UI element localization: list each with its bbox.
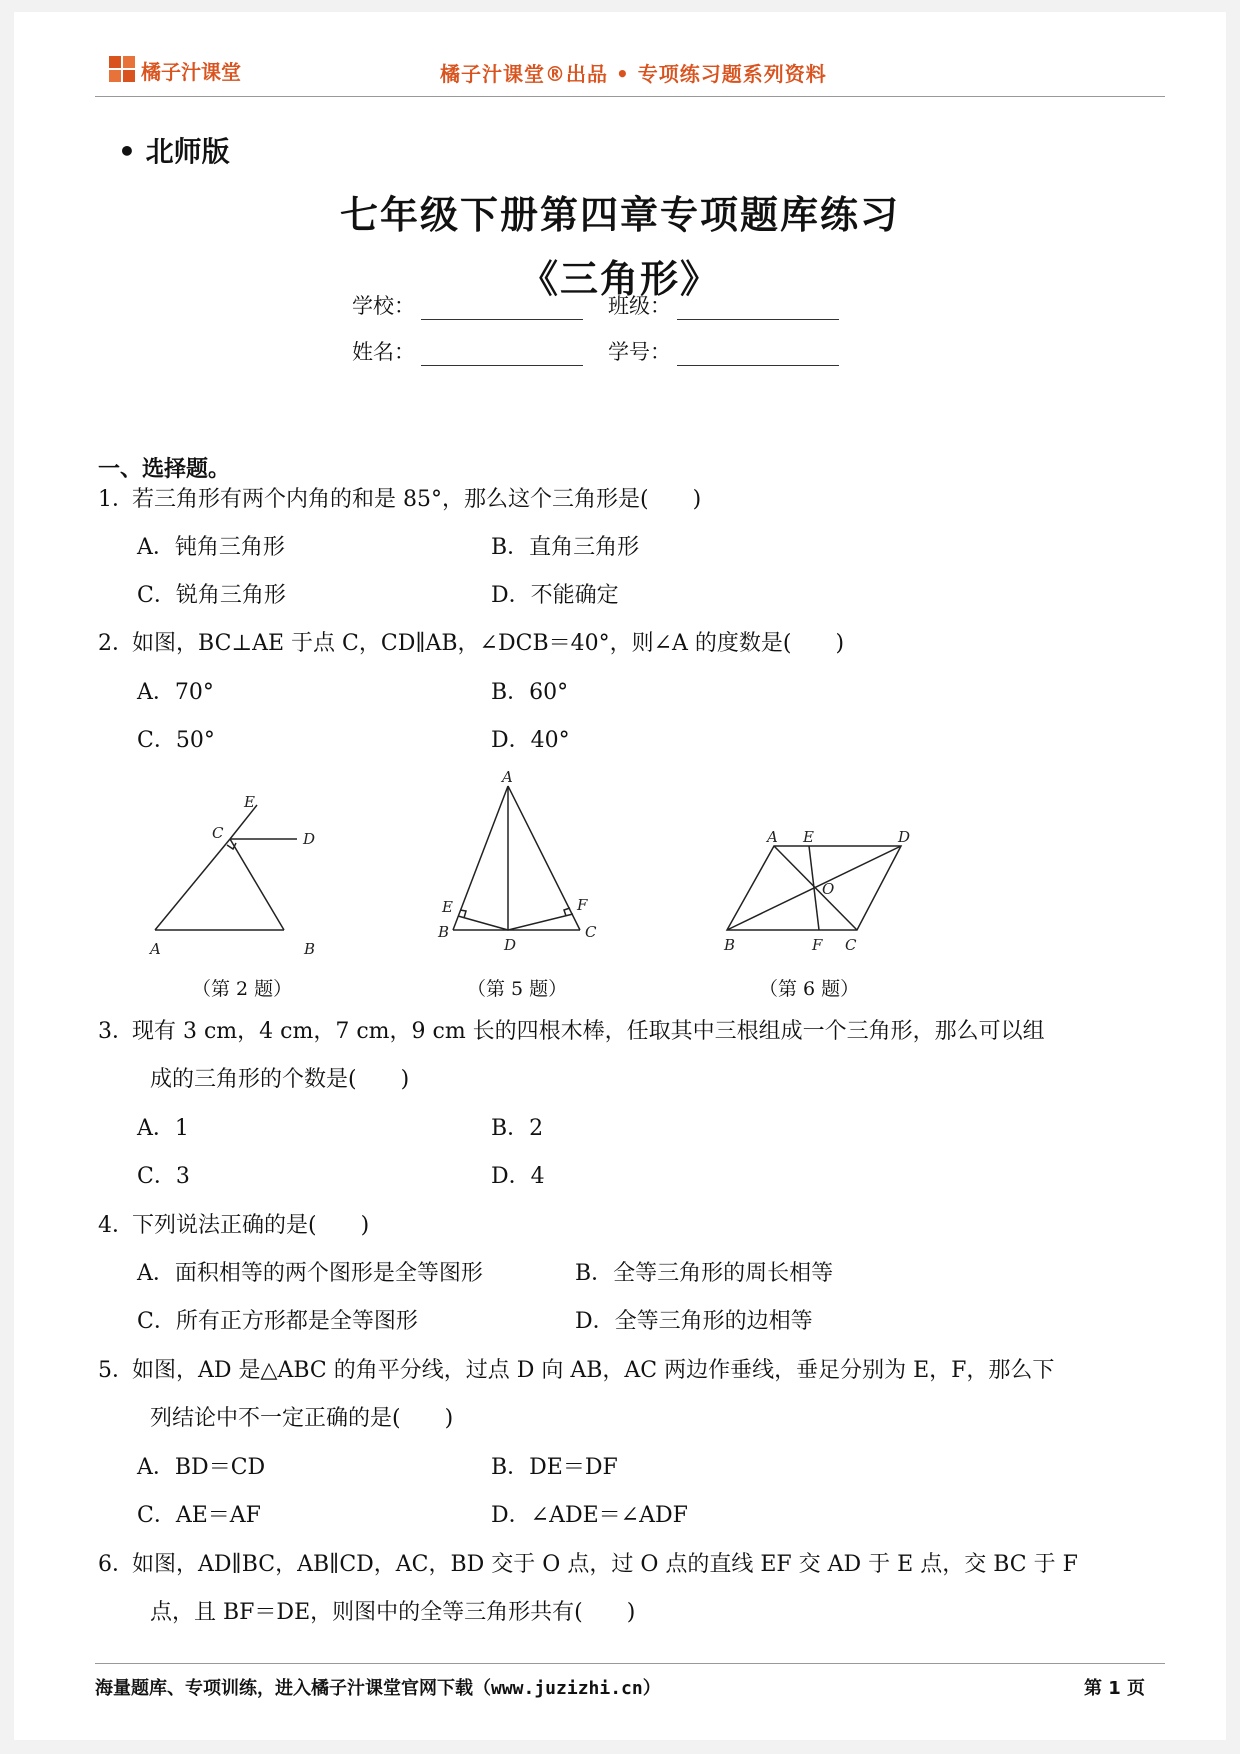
- q2-option-b: B．60°: [491, 680, 569, 705]
- q4-option-d: D．全等三角形的边相等: [575, 1309, 813, 1334]
- name-label: 姓名：: [352, 340, 415, 364]
- fig2-label-c: C: [212, 824, 224, 842]
- q3-option-c: C．3: [137, 1164, 190, 1189]
- page-header: [95, 52, 1165, 96]
- fig2-label-d: D: [303, 830, 316, 848]
- page-title: 七年级下册第四章专项题库练习: [339, 192, 900, 237]
- fig6-label-f: F: [812, 936, 823, 954]
- footer-text: 海量题库、专项训练，进入橘子汁课堂官网下载（www.juzizhi.cn）: [95, 1678, 661, 1699]
- q5-option-a: A．BD＝CD: [137, 1455, 266, 1480]
- fig5-label-c: C: [585, 923, 597, 941]
- name-blank[interactable]: [421, 345, 583, 366]
- question-3: 3．现有 3 cm，4 cm，7 cm，9 cm 长的四根木棒，任取其中三根组成一个三角形，那么可以组: [98, 1019, 1045, 1044]
- q2-option-a: A．70°: [137, 680, 214, 705]
- class-blank[interactable]: [677, 299, 839, 320]
- fig5-label-a: A: [502, 768, 513, 786]
- q3-option-b: B．2: [491, 1116, 544, 1141]
- brand-logo-icon: [109, 56, 137, 84]
- brand-name: 橘子汁课堂: [141, 60, 241, 84]
- question-2: 2．如图，BC⊥AE 于点 C，CD∥AB，∠DCB＝40°，则∠A 的度数是( ): [98, 631, 845, 656]
- fig5-label-e: E: [442, 898, 453, 916]
- fig6-label-a: A: [767, 828, 778, 846]
- question-6-cont: 点，且 BF＝DE，则图中的全等三角形共有( ): [150, 1600, 636, 1625]
- fig5-label-b: B: [438, 923, 450, 941]
- number-label: 学号：: [608, 340, 671, 364]
- header-divider: [95, 96, 1165, 97]
- question-5-cont: 列结论中不一定正确的是( ): [150, 1406, 454, 1431]
- fig5-caption: （第 5 题）: [467, 978, 568, 1000]
- name-field: [352, 336, 583, 366]
- fig6-label-c: C: [845, 936, 857, 954]
- figure-5: [453, 786, 580, 930]
- class-field: [608, 290, 839, 320]
- school-blank[interactable]: [421, 299, 583, 320]
- figure-2: [155, 805, 297, 930]
- q1-option-a: A．钝角三角形: [137, 535, 285, 560]
- q5-option-c: C．AE＝AF: [137, 1503, 261, 1528]
- fig2-label-e: E: [244, 793, 255, 811]
- page-subtitle: 《三角形》: [519, 256, 720, 301]
- figure-6: [727, 846, 901, 930]
- q5-option-b: B．DE＝DF: [491, 1455, 618, 1480]
- fig6-label-d: D: [898, 828, 911, 846]
- class-label: 班级：: [608, 294, 671, 318]
- q2-option-c: C．50°: [137, 728, 215, 753]
- number-blank[interactable]: [677, 345, 839, 366]
- school-field: [352, 290, 583, 320]
- fig2-label-b: B: [304, 940, 316, 958]
- q4-option-b: B．全等三角形的周长相等: [575, 1261, 834, 1286]
- q1-option-d: D．不能确定: [491, 583, 619, 608]
- number-field: [608, 336, 839, 366]
- fig2-caption: （第 2 题）: [192, 978, 293, 1000]
- fig6-label-b: B: [724, 936, 736, 954]
- page: [14, 12, 1226, 1740]
- q5-option-d: D．∠ADE＝∠ADF: [491, 1503, 688, 1528]
- fig5-label-f: F: [577, 896, 588, 914]
- q1-option-b: B．直角三角形: [491, 535, 640, 560]
- school-label: 学校：: [352, 294, 415, 318]
- q1-option-c: C．锐角三角形: [137, 583, 286, 608]
- q2-option-d: D．40°: [491, 728, 570, 753]
- fig2-label-a: A: [150, 940, 161, 958]
- footer-divider: [95, 1663, 1165, 1664]
- q4-option-c: C．所有正方形都是全等图形: [137, 1309, 418, 1334]
- fig6-label-o: O: [822, 880, 835, 898]
- question-3-cont: 成的三角形的个数是( ): [150, 1067, 410, 1092]
- q3-option-a: A．1: [137, 1116, 189, 1141]
- question-1: 1．若三角形有两个内角的和是 85°，那么这个三角形是( ): [98, 487, 702, 512]
- section-heading: 一、选择题。: [98, 457, 231, 482]
- question-6: 6．如图，AD∥BC，AB∥CD，AC，BD 交于 O 点，过 O 点的直线 EF 交 AD 于 E 点，交 BC 于 F: [98, 1552, 1078, 1577]
- question-5: 5．如图，AD 是△ABC 的角平分线，过点 D 向 AB，AC 两边作垂线，垂足分别为 E，F，那么下: [98, 1358, 1055, 1383]
- figures-row: [14, 768, 1226, 1012]
- q3-option-d: D．4: [491, 1164, 545, 1189]
- fig6-caption: （第 6 题）: [759, 978, 860, 1000]
- fig5-label-d: D: [504, 936, 517, 954]
- edition-label: • 北师版: [118, 135, 230, 168]
- fig6-label-e: E: [803, 828, 814, 846]
- question-4: 4．下列说法正确的是( ): [98, 1213, 370, 1238]
- q4-option-a: A．面积相等的两个图形是全等图形: [137, 1261, 483, 1286]
- header-title: 橘子汁课堂®出品 • 专项练习题系列资料: [440, 62, 827, 86]
- page-number: 第 1 页: [1084, 1678, 1146, 1699]
